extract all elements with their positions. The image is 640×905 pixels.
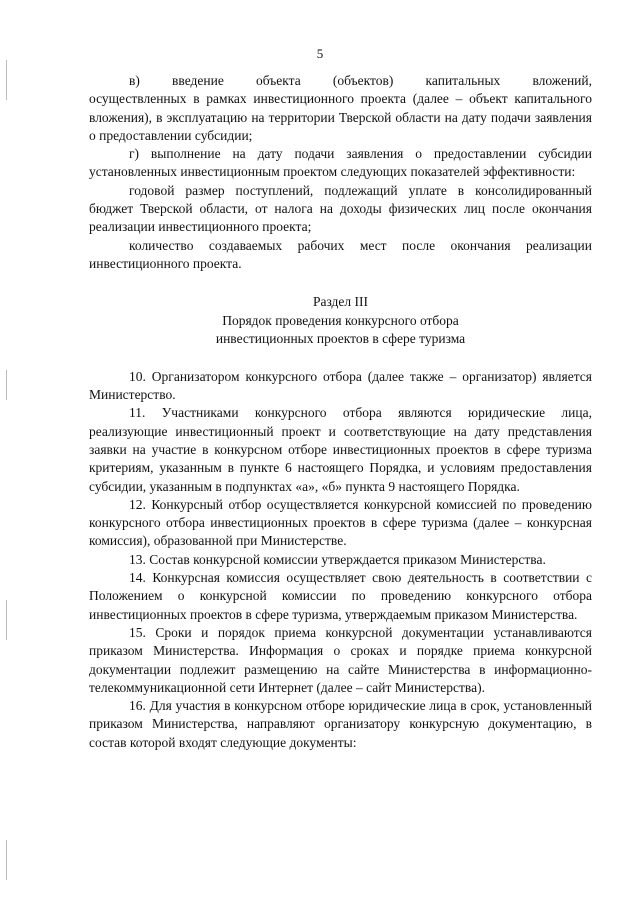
paragraph-16: 16. Для участия в конкурсном отборе юридические лица в срок, установленный приказом Министерства, направляют организатору конкурсную документацию, в состав которой входят следующие документы: xyxy=(89,698,592,750)
scan-margin-mark xyxy=(6,600,7,640)
section-number: Раздел III xyxy=(312,294,369,310)
page-number: 5 xyxy=(316,46,324,61)
paragraph-14: 14. Конкурсная комиссия осуществляет свою деятельность в соответствии с Положением о конкурсной комиссии по проведению конкурсного отбора инвестиционных проектов в сфере туризма, утверждаемым приказом Министерства. xyxy=(89,570,592,622)
paragraph-11: 11. Участниками конкурсного отбора являются юридические лица, реализующие инвестиционный проект и соответствующие на дату представления заявки на участие в конкурсном отборе инвестиционных проектов в сфере туризма критериям, указанным в пункте 6 настоящего Порядка, и условиям предоставления субсидии, указанным в подпунктах «а», «б» пункта 9 настоящего Порядка. xyxy=(89,405,592,494)
section-title-line-1: Порядок проведения конкурсного отбора xyxy=(222,312,459,328)
section-title-line-2: инвестиционных проектов в сфере туризма xyxy=(215,331,466,347)
paragraph-15: 15. Сроки и порядок приема конкурсной документации устанавливаются приказом Министерства. Информация о сроках и порядке приема конкурсной документации подлежит размещению на сайте Министерства в информационно-телекоммуникационной сети Интернет (далее – сайт Министерства). xyxy=(89,624,592,695)
paragraph-v: в) введение объекта (объектов) капитальных вложений, осуществленных в рамках инвестиционного проекта (далее – объект капитального вложения), в эксплуатацию на территории Тверской области на дату подачи заявления о предоставлении субсидии; xyxy=(89,73,592,143)
document-body xyxy=(89,72,592,752)
paragraph-g: г) выполнение на дату подачи заявления о предоставлении субсидии установленных инвестиционным проектом следующих показателей эффективности: xyxy=(89,146,592,180)
paragraph-jobs-indicator: количество создаваемых рабочих мест после окончания реализации инвестиционного проекта. xyxy=(89,237,592,271)
scan-margin-mark xyxy=(6,370,7,400)
paragraph-tax-indicator: годовой размер поступлений, подлежащий уплате в консолидированный бюджет Тверской области, от налога на доходы физических лиц после окончания реализации инвестиционного проекта; xyxy=(89,182,592,235)
section-heading xyxy=(89,293,592,349)
paragraph-10: 10. Организатором конкурсного отбора (далее также – организатор) является Министерство. xyxy=(89,368,592,403)
paragraph-12: 12. Конкурсный отбор осуществляется конкурсной комиссией по проведению конкурсного отбора инвестиционных проектов в сфере туризма (далее – конкурсная комиссия), образованной при Министерстве. xyxy=(89,496,592,549)
paragraph-13: 13. Состав конкурсной комиссии утверждается приказом Министерства. xyxy=(129,551,546,567)
scan-margin-mark xyxy=(6,840,7,880)
scan-margin-mark xyxy=(6,60,7,100)
